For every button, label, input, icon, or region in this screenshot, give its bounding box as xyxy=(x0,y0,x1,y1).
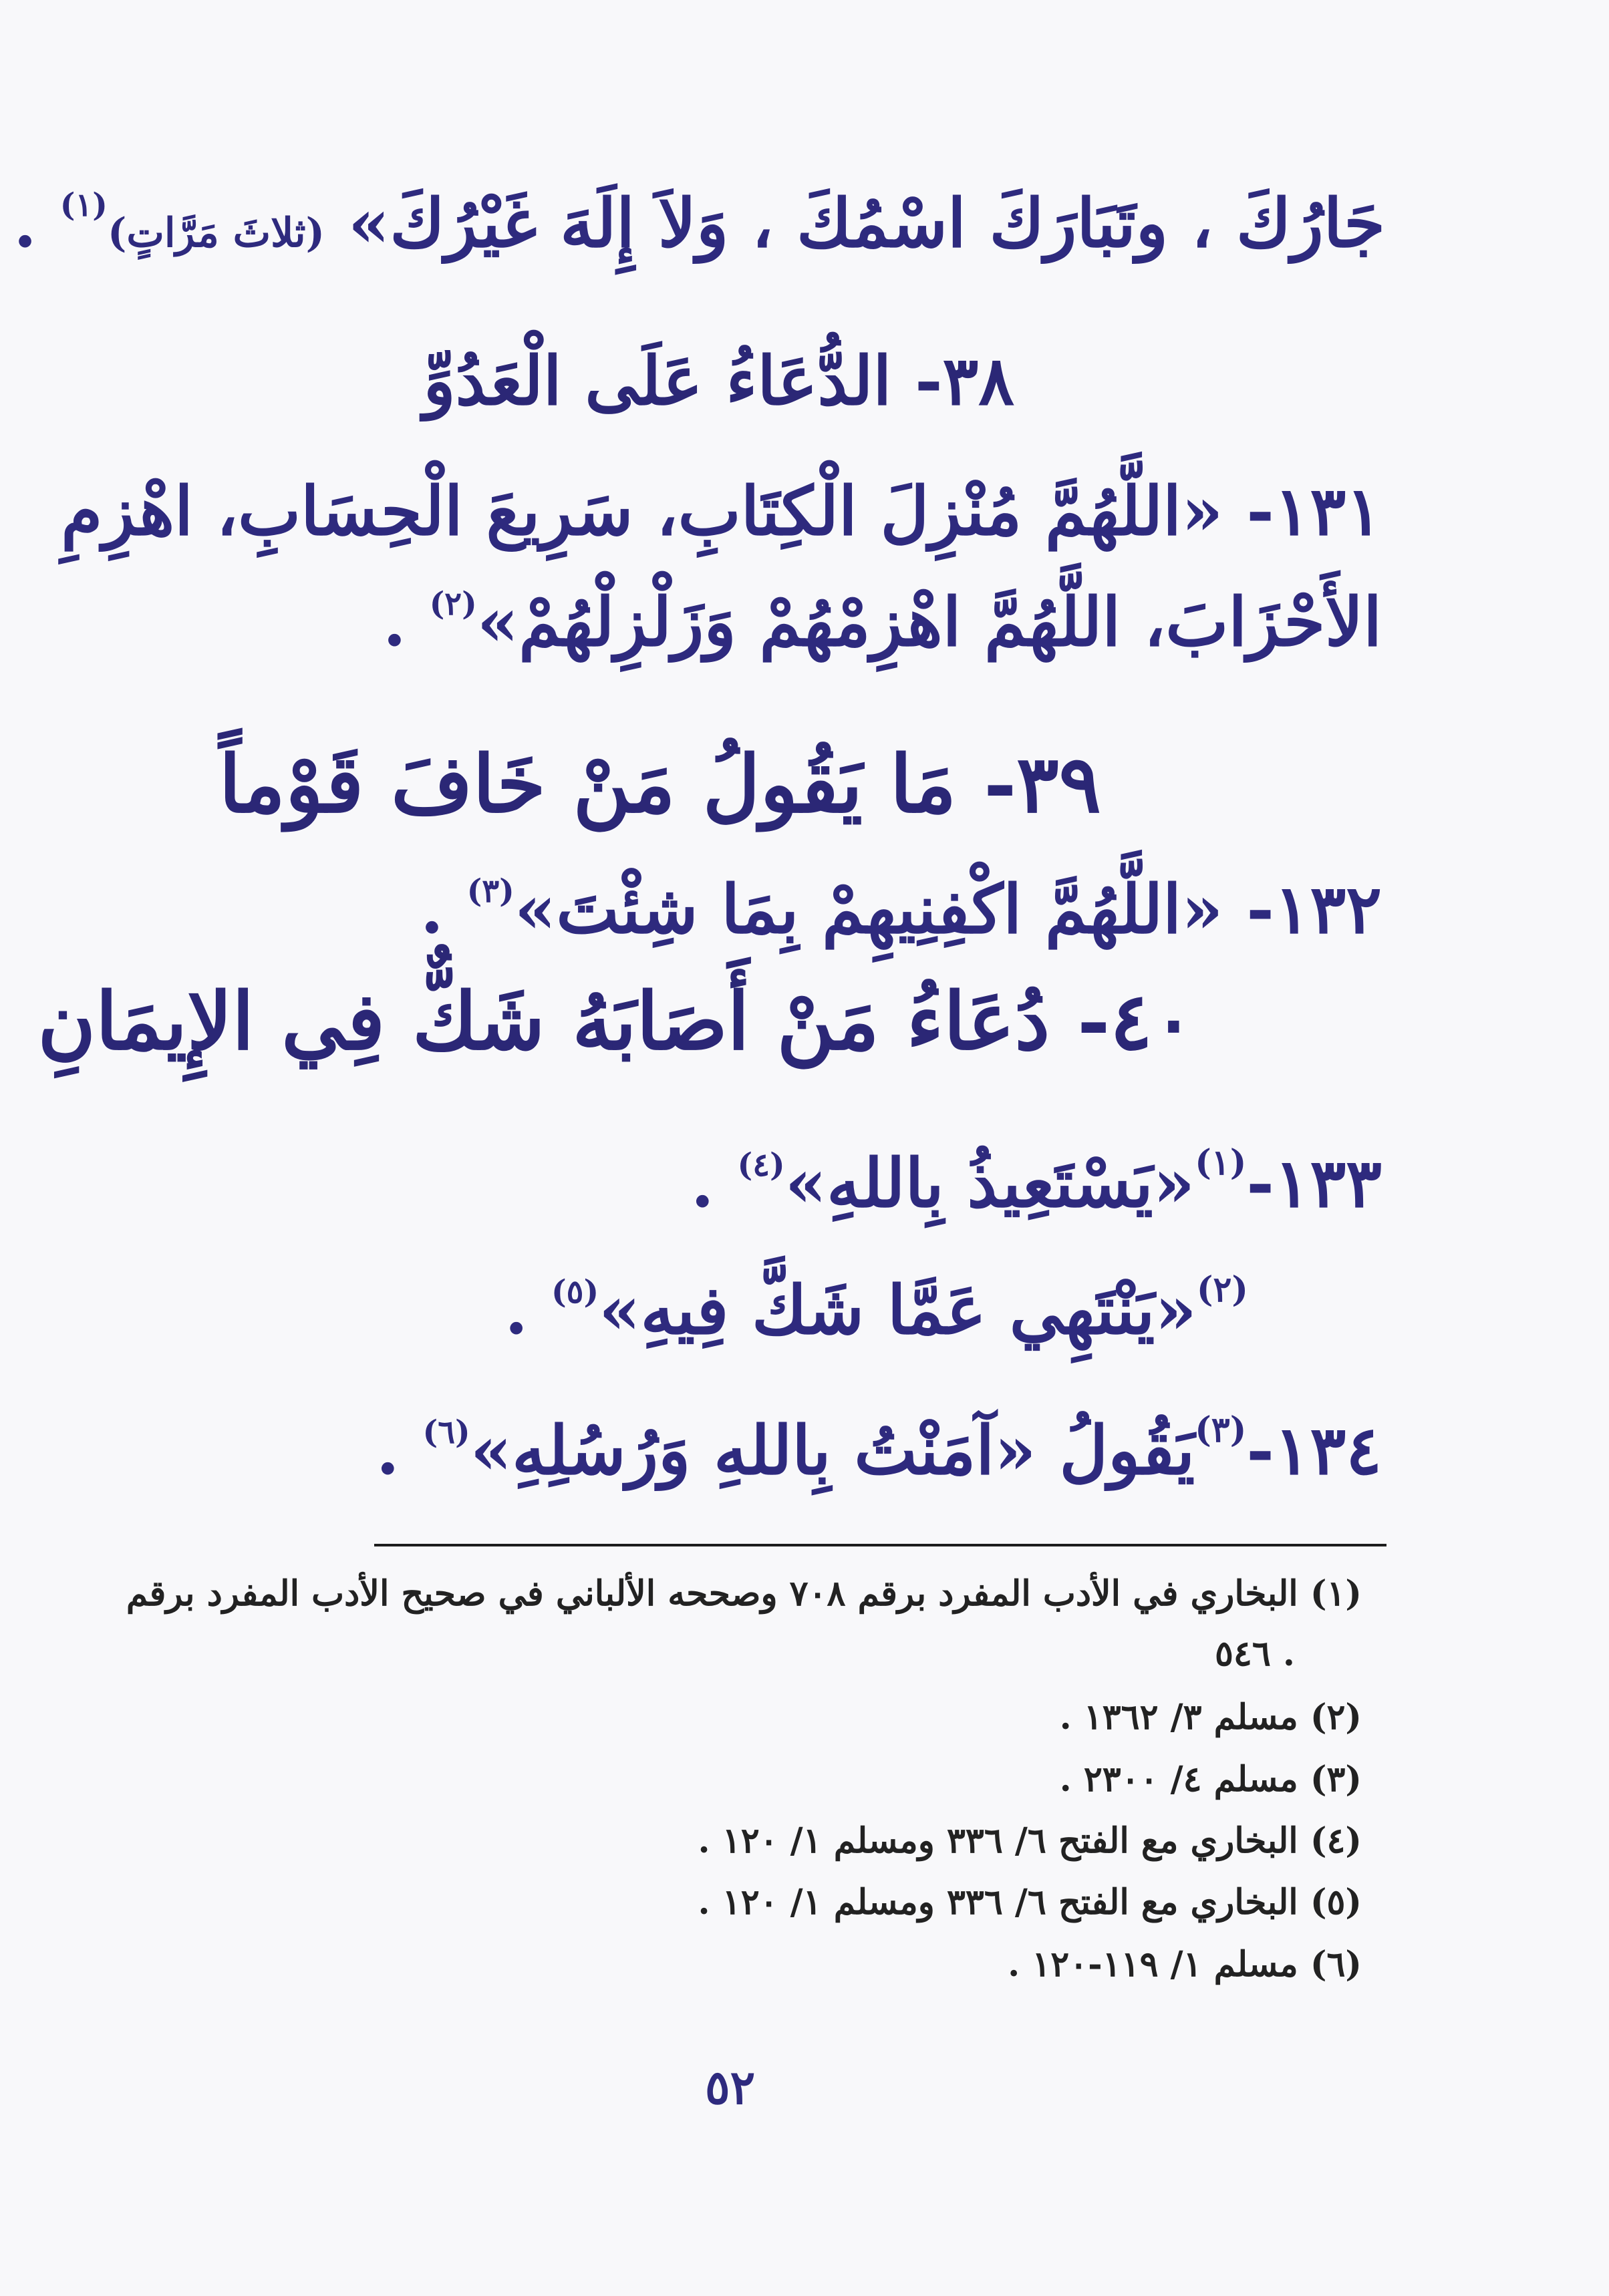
footnote-ref-2: (٢) xyxy=(429,585,477,623)
footnote-1: (١) البخاري في الأدب المفرد برقم ٧٠٨ وصححه الألباني في صحيح الأدب المفرد برقم xyxy=(126,1573,1362,1614)
line-1-end: . xyxy=(13,184,60,263)
line-134-end: . xyxy=(376,1411,423,1490)
line-133a-marker: (١) xyxy=(1195,1142,1247,1183)
line-132-text: ١٣٢- «اللَّهُمَّ اكْفِنِيهِمْ بِمَا شِئْتَ» xyxy=(514,870,1382,949)
footnote-ref-5: (٥) xyxy=(551,1273,599,1311)
text-line-1 xyxy=(13,184,1385,263)
text-line-133b xyxy=(504,1269,1248,1349)
footnote-ref-6: (٦) xyxy=(422,1414,470,1451)
page-number: ٥٢ xyxy=(705,2060,756,2115)
section-heading-40: ٤٠- دُعَاءُ مَنْ أَصَابَهُ شَكٌّ فِي الإِيمَانِ xyxy=(37,975,1195,1068)
line-134-text: يَقُولُ «آمَنْتُ بِاللهِ وَرُسُلِهِ» xyxy=(470,1411,1195,1490)
line-1-note: (ثلاثَ مَرَّاتٍ) xyxy=(107,210,325,257)
text-line-134 xyxy=(376,1410,1382,1490)
footnote-5: (٥) البخاري مع الفتح ٦/ ٣٣٦ ومسلم ١/ ١٢٠ . xyxy=(698,1882,1362,1923)
footnote-3: (٣) مسلم ٤/ ٢٣٠٠ . xyxy=(1059,1759,1362,1800)
text-line-133a xyxy=(690,1142,1382,1222)
footnote-ref-1: (١) xyxy=(59,186,108,224)
line-133a-text: «يَسْتَعِيذُ بِاللهِ» xyxy=(784,1144,1195,1222)
footnote-6: (٦) مسلم ١/ ١١٩-١٢٠ . xyxy=(1008,1944,1362,1985)
line-133b-marker: (٢) xyxy=(1196,1269,1248,1310)
line-134-marker: (٣) xyxy=(1195,1410,1247,1450)
footnote-ref-3: (٣) xyxy=(466,872,515,910)
line-132-end: . xyxy=(420,870,467,949)
line-133a-number: ١٣٣- xyxy=(1246,1144,1382,1222)
line-131b-end: . xyxy=(382,583,430,661)
line-133b-end: . xyxy=(504,1271,551,1349)
footnote-2: (٢) مسلم ٣/ ١٣٦٢ . xyxy=(1059,1697,1362,1738)
line-133a-end: . xyxy=(690,1144,738,1222)
line-134-number: ١٣٤- xyxy=(1246,1411,1382,1490)
footnote-1-continued: ٥٤٦ . xyxy=(1214,1633,1295,1674)
text-line-131b xyxy=(382,583,1382,661)
section-heading-39: ٣٩- مَا يَقُولُ مَنْ خَافَ قَوْماً xyxy=(218,737,1101,830)
line-133b-text: «يَنْتَهِي عَمَّا شَكَّ فِيهِ» xyxy=(599,1271,1197,1349)
footnote-separator xyxy=(374,1544,1386,1546)
line-131b-text: الأَحْزَابَ، اللَّهُمَّ اهْزِمْهُمْ وَزَلْزِلْهُمْ» xyxy=(476,583,1382,661)
section-heading-38: ٣٨- الدُّعَاءُ عَلَى الْعَدُوِّ xyxy=(423,341,1014,420)
footnote-ref-4: (٤) xyxy=(737,1146,785,1184)
text-line-131a: ١٣١- «اللَّهُمَّ مُنْزِلَ الْكِتَابِ، سَرِيعَ الْحِسَابِ، اهْزِمِ xyxy=(61,472,1382,550)
line-1-text: جَارُكَ ، وتَبَارَكَ اسْمُكَ ، وَلاَ إِلَهَ غَيْرُكَ» xyxy=(347,184,1385,263)
text-line-132 xyxy=(420,870,1382,949)
footnote-4: (٤) البخاري مع الفتح ٦/ ٣٣٦ ومسلم ١/ ١٢٠ . xyxy=(698,1820,1362,1861)
